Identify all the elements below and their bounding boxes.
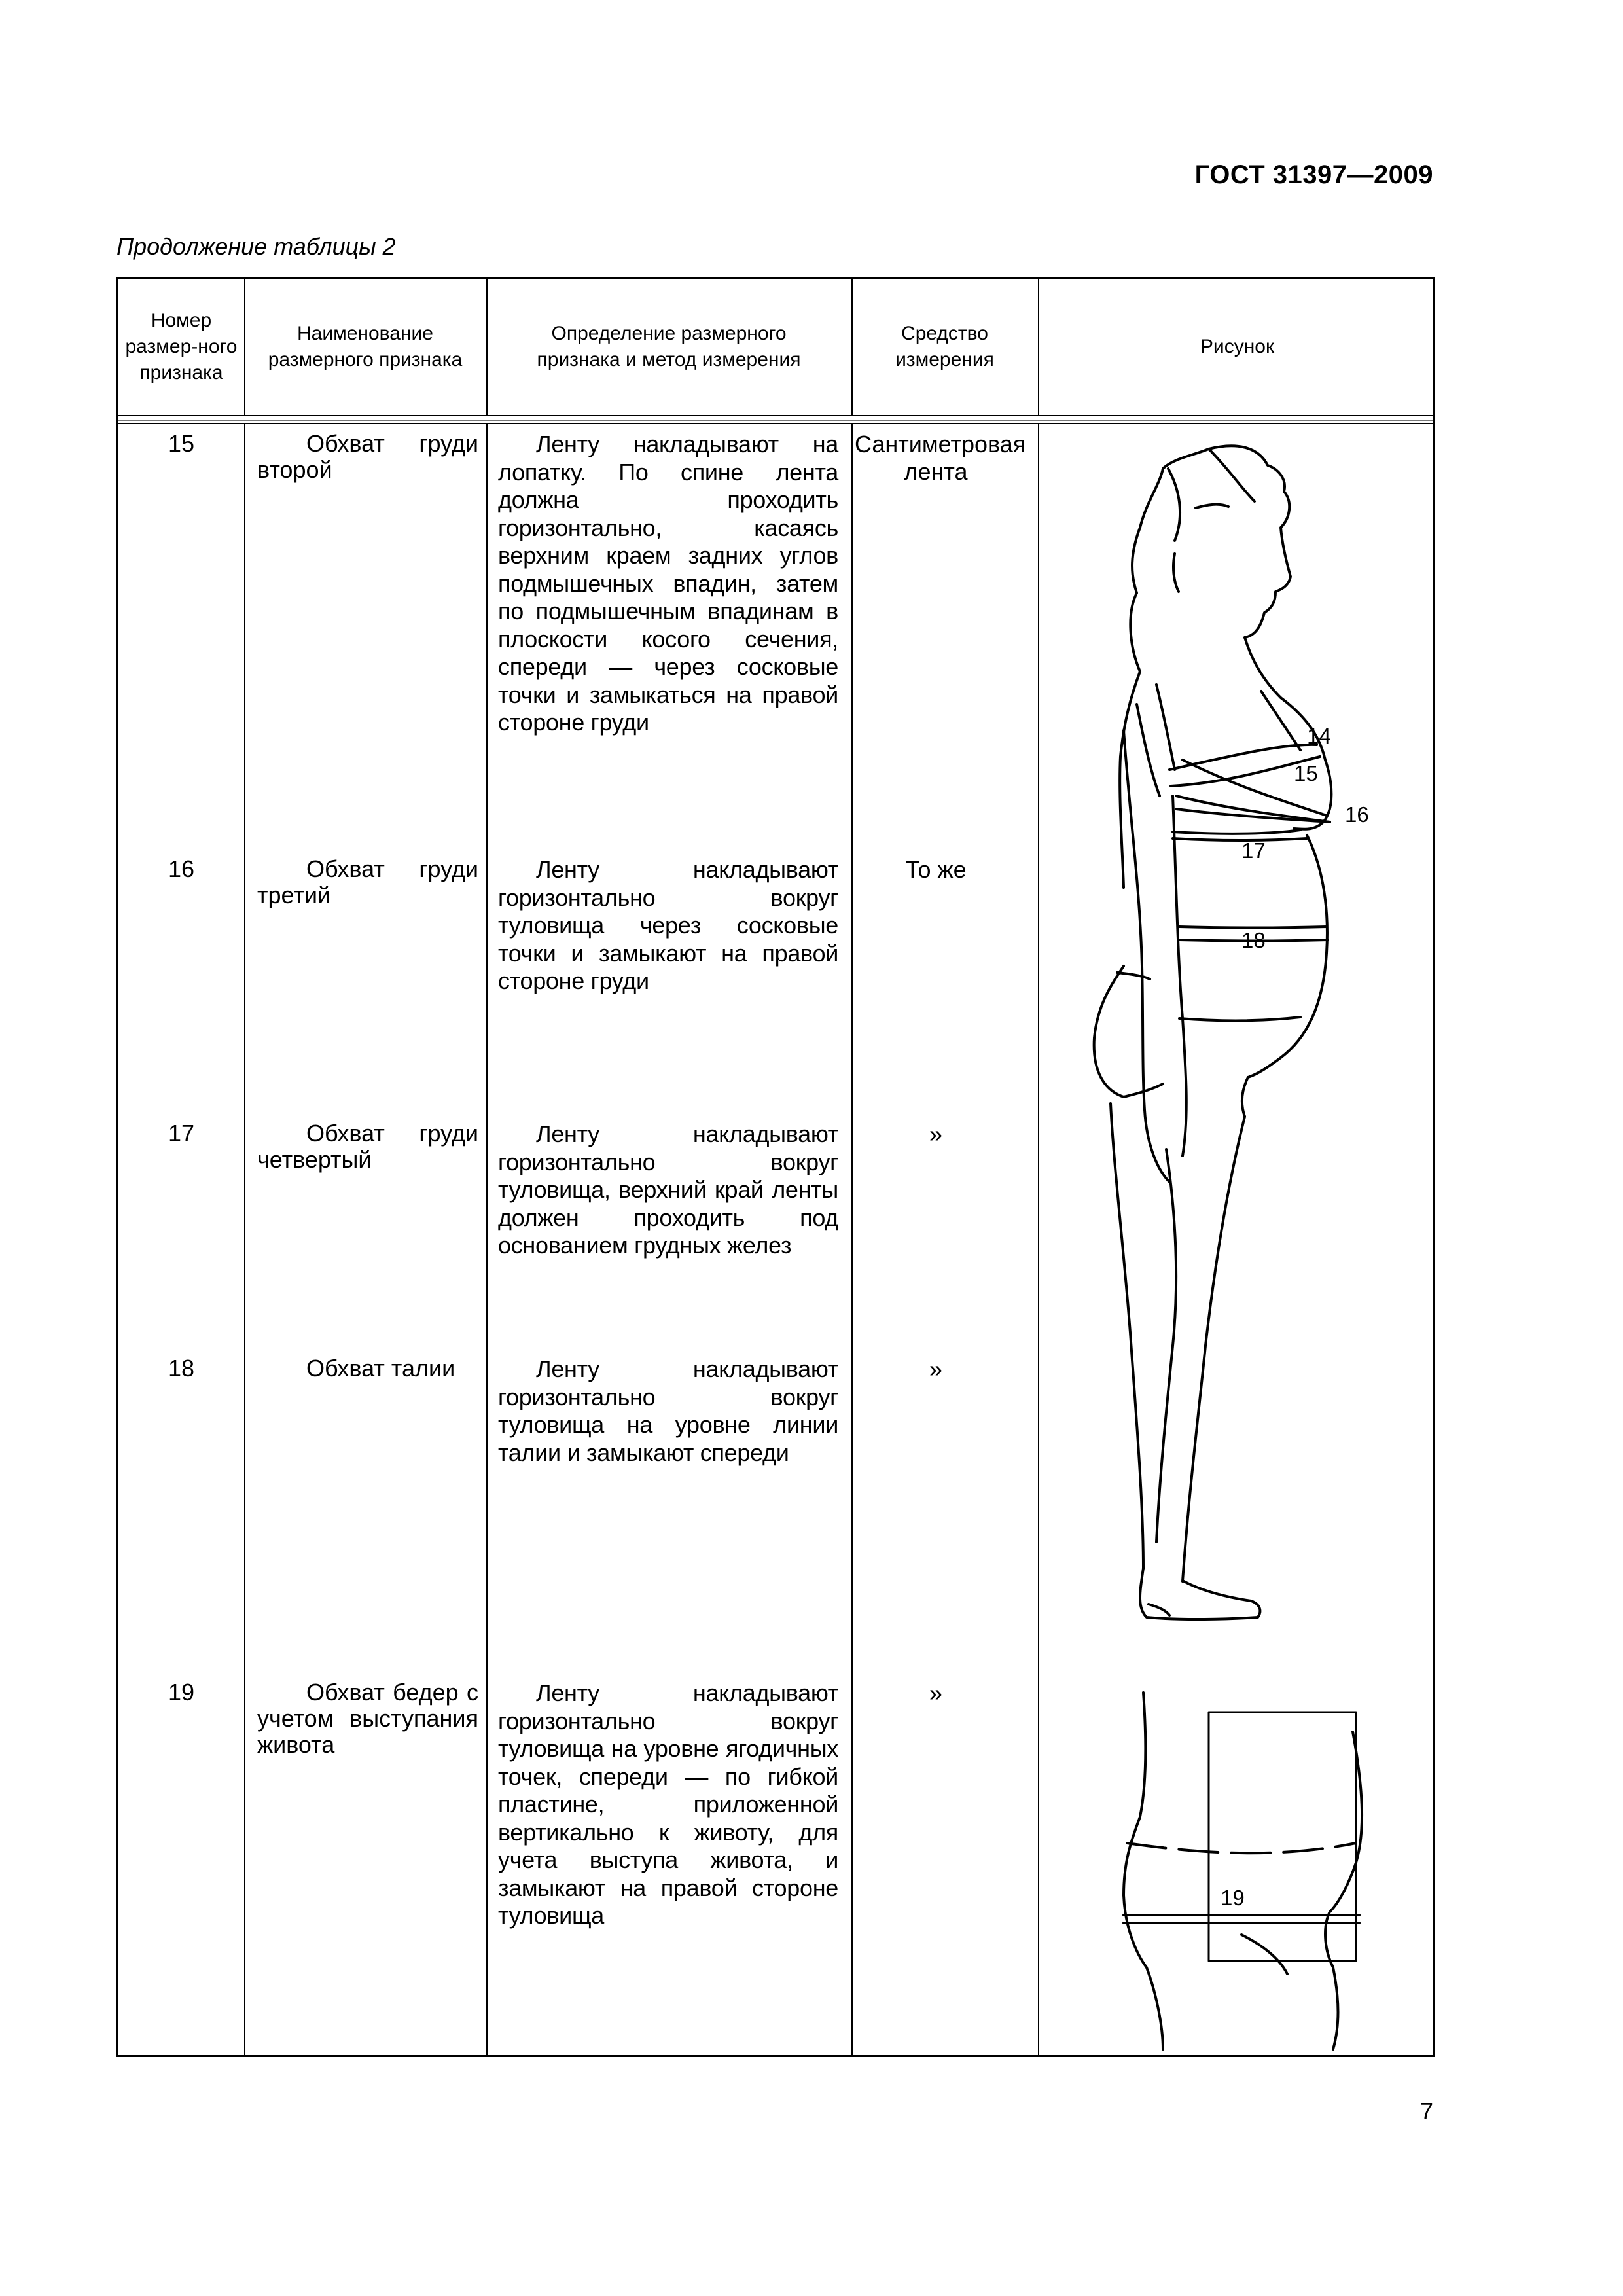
figure-label-15: 15 — [1294, 761, 1318, 785]
column-divider — [851, 279, 853, 2055]
row-name: Обхват талии — [306, 1355, 455, 1382]
row-tool: » — [929, 1355, 943, 1382]
header-definition: Определение размерного признака и метод измерения — [537, 323, 801, 370]
column-divider — [486, 279, 488, 2055]
header-separator — [118, 415, 1433, 424]
table-continuation-caption: Продолжение таблицы 2 — [116, 233, 396, 260]
figure-label-18: 18 — [1241, 928, 1266, 952]
row-name: Обхват груди четвертый — [257, 1120, 478, 1173]
row-number: 19 — [168, 1679, 195, 1706]
header-name: Наименование размерного признака — [268, 323, 463, 370]
row-definition: Ленту накладывают горизонтально вокруг туловища через сосковые точки и замыкают на правой стороне груди — [498, 856, 838, 994]
row-definition: Ленту накладывают горизонтально вокруг туловища на уровне линии талии и замыкают спереди — [498, 1355, 838, 1466]
row-tool: Сантиметровая лента — [855, 431, 1026, 485]
header-figure: Рисунок — [1200, 336, 1275, 357]
row-tool: То же — [905, 856, 967, 883]
header-number: Номер размер-ного признака — [125, 310, 238, 384]
row-tool: » — [929, 1121, 943, 1147]
row-definition: Ленту накладывают горизонтально вокруг туловища на уровне ягодичных точек, спереди — по гибкой пластине, приложенной вертикально к животу, для учета выступа живота, и замыкают на правой стороне туловища — [498, 1679, 838, 1929]
body-profile-figure — [1032, 429, 1431, 1627]
row-name: Обхват груди третий — [257, 855, 478, 908]
column-divider — [244, 279, 245, 2055]
header-tool: Средство измерения — [895, 323, 994, 370]
row-name: Обхват бедер с учетом выступания живота — [257, 1679, 478, 1758]
measurements-table — [116, 277, 1435, 2057]
row-number: 16 — [168, 855, 195, 882]
row-definition: Ленту накладывают горизонтально вокруг туловища, верхний край ленты должен проходить под основанием грудных желез — [498, 1121, 838, 1259]
figure-label-19: 19 — [1221, 1886, 1245, 1910]
standard-title: ГОСТ 31397—2009 — [1194, 160, 1433, 189]
row-definition: Ленту накладывают на лопатку. По спине лента должна проходить горизонтально, касаясь верхним краем задних углов подмышечных впадин, затем по подмышечным впадинам в плоскости косого сечения, спереди — через сосковые точки и замыкаться на правой стороне груди — [498, 431, 838, 736]
figure-label-16: 16 — [1345, 802, 1369, 827]
row-number: 15 — [168, 430, 195, 457]
row-number: 18 — [168, 1355, 195, 1382]
hip-measurement-figure — [1032, 1686, 1431, 2053]
figure-label-14: 14 — [1307, 724, 1331, 748]
page-number: 7 — [1419, 2098, 1433, 2125]
figure-label-17: 17 — [1241, 838, 1266, 863]
row-tool: » — [929, 1679, 943, 1706]
row-name: Обхват груди второй — [257, 430, 478, 483]
row-number: 17 — [168, 1120, 195, 1147]
